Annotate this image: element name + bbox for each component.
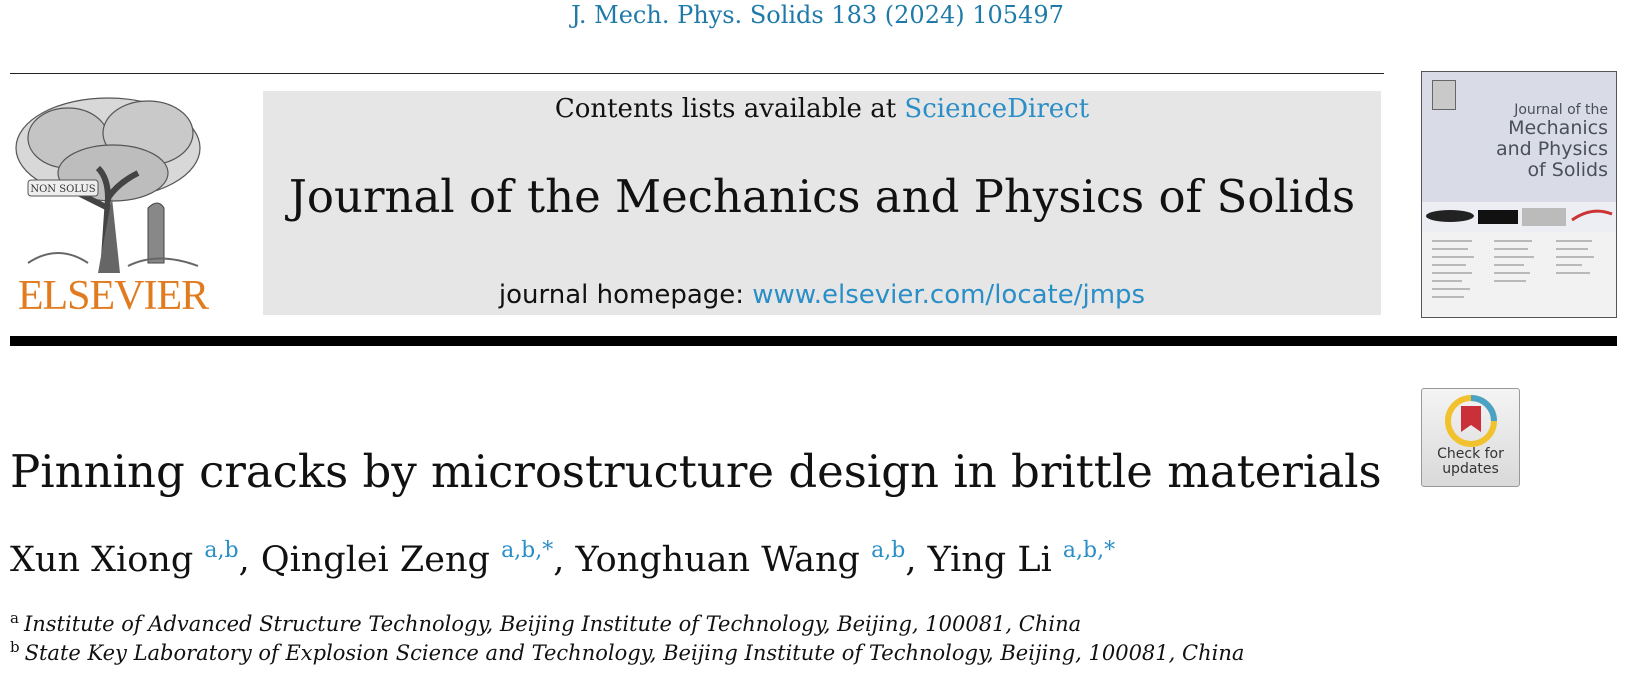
- contents-line: [263, 93, 1381, 125]
- svg-text:NON SOLUS: NON SOLUS: [30, 184, 96, 195]
- tree-icon: [8, 88, 218, 273]
- top-rule: [10, 73, 1384, 74]
- author-name[interactable]: Ying Li: [927, 540, 1052, 580]
- author-separator: ,: [905, 540, 928, 580]
- author-marks[interactable]: a,b,*: [1062, 538, 1116, 563]
- contents-prefix: Contents lists available at: [554, 94, 905, 124]
- cover-title-line2: Mechanics: [1508, 117, 1608, 139]
- affiliation-text: Institute of Advanced Structure Technology, Beijing Institute of Technology, Beijing, 100081, China: [23, 612, 1082, 636]
- bookmark-icon: [1444, 394, 1498, 448]
- journal-cover[interactable]: [1421, 71, 1617, 318]
- journal-banner: [263, 91, 1381, 315]
- check-for-updates-button[interactable]: [1421, 388, 1520, 487]
- elsevier-logo[interactable]: [8, 88, 218, 320]
- affiliation-a: [10, 610, 1081, 638]
- check-line2: updates: [1442, 461, 1499, 477]
- article-title: Pinning cracks by microstructure design in brittle materials: [10, 445, 1382, 498]
- check-line1: Check for: [1437, 446, 1504, 462]
- author-separator: ,: [238, 540, 261, 580]
- cover-elsevier-icon: [1432, 80, 1456, 110]
- cover-title: [1496, 102, 1608, 181]
- author-name[interactable]: Xun Xiong: [10, 540, 194, 580]
- author-marks[interactable]: a,b: [204, 538, 239, 563]
- cover-image-strip: [1422, 202, 1616, 232]
- cover-title-line4: of Solids: [1527, 159, 1608, 181]
- sciencedirect-link[interactable]: ScienceDirect: [904, 94, 1090, 124]
- author-name[interactable]: Qinglei Zeng: [260, 540, 490, 580]
- check-for-updates-label: [1422, 447, 1519, 477]
- homepage-line: [263, 279, 1381, 311]
- author-name[interactable]: Yonghuan Wang: [575, 540, 860, 580]
- affiliation-text: State Key Laboratory of Explosion Science and Technology, Beijing Institute of Technology, Beijing, 100081, China: [24, 641, 1245, 665]
- cover-editorial-board: [1432, 237, 1608, 307]
- author-list: [10, 538, 1115, 582]
- homepage-link[interactable]: www.elsevier.com/locate/jmps: [752, 280, 1146, 310]
- journal-citation[interactable]: J. Mech. Phys. Solids 183 (2024) 105497: [571, 1, 1064, 29]
- homepage-prefix: journal homepage:: [498, 280, 753, 310]
- author-separator: ,: [553, 540, 576, 580]
- author-marks[interactable]: a,b: [871, 538, 906, 563]
- affiliation-b: [10, 639, 1244, 667]
- affiliation-mark: a: [10, 609, 19, 627]
- header-divider: [10, 336, 1617, 346]
- affiliation-mark: b: [10, 638, 20, 656]
- cover-title-line1: Journal of the: [1514, 102, 1608, 118]
- elsevier-wordmark: ELSEVIER: [17, 273, 209, 319]
- journal-title: Journal of the Mechanics and Physics of Solids: [288, 170, 1356, 223]
- cover-title-line3: and Physics: [1495, 138, 1608, 160]
- author-marks[interactable]: a,b,*: [501, 538, 554, 563]
